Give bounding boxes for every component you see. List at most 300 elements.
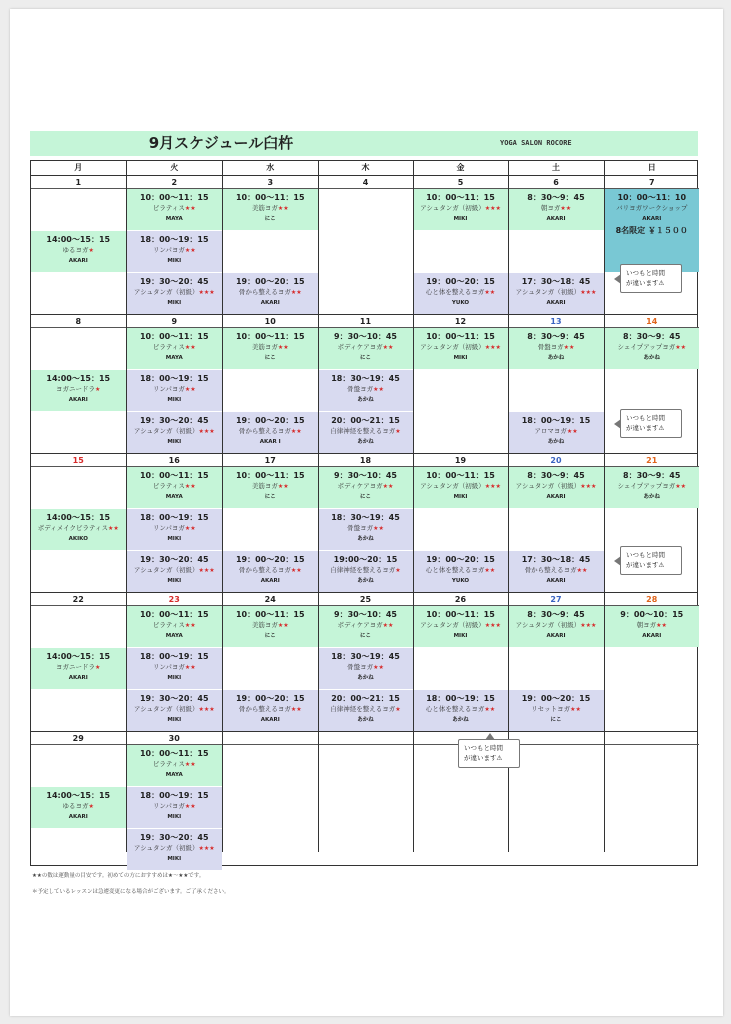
class-slot[interactable]	[414, 467, 508, 508]
class-time: 20：00～21：15	[331, 416, 400, 425]
instructor-name: あかね	[643, 494, 660, 500]
class-slot[interactable]	[509, 412, 604, 453]
class-name-line	[127, 620, 223, 631]
class-time: 10：00～11：15	[139, 749, 209, 758]
class-name: ボディケアヨガ	[337, 482, 383, 490]
class-name: アシュタンガ（初級）	[420, 621, 485, 629]
class-name-line	[605, 620, 700, 631]
class-slot[interactable]	[127, 787, 223, 828]
class-name: アシュタンガ（初級）	[133, 705, 199, 713]
class-name-line	[605, 342, 700, 353]
class-slot[interactable]	[509, 551, 604, 592]
day-number	[509, 732, 604, 745]
class-time: 10：00～11：15	[139, 471, 209, 480]
week-row	[31, 315, 697, 454]
class-name-line	[31, 523, 126, 534]
day-cell	[413, 315, 508, 453]
day-number: 9	[127, 315, 223, 328]
class-slot[interactable]	[223, 273, 318, 314]
day-number: 10	[223, 315, 318, 328]
class-name-line	[31, 245, 126, 256]
intensity-stars: ★★	[373, 525, 384, 532]
class-time: 8：30～9：45	[527, 332, 585, 341]
time-change-callout	[620, 409, 682, 438]
class-name-line	[127, 662, 223, 673]
intensity-stars: ★★	[484, 567, 496, 574]
class-time: 19：30～20：45	[139, 833, 209, 842]
instructor-name: MIKI	[167, 717, 182, 723]
day-number: 25	[319, 593, 413, 606]
class-time: 10：00～11：15	[235, 193, 305, 202]
class-slot[interactable]	[127, 231, 223, 272]
class-slot[interactable]	[127, 467, 223, 508]
class-name-line	[509, 342, 604, 353]
class-slot[interactable]	[319, 648, 413, 689]
day-cell	[31, 315, 126, 453]
class-slot[interactable]	[319, 467, 413, 508]
class-slot[interactable]	[319, 328, 413, 369]
class-name-line	[414, 565, 508, 576]
day-number: 7	[605, 176, 700, 189]
day-number: 21	[605, 454, 700, 467]
class-name-line	[414, 287, 508, 298]
class-name-line	[509, 565, 604, 576]
class-name: ゆるヨガ	[62, 802, 89, 810]
intensity-stars: ★★	[184, 386, 196, 393]
day-cell	[318, 176, 413, 314]
instructor-name: にこ	[264, 633, 276, 639]
class-slot[interactable]	[414, 273, 508, 314]
week-row	[31, 454, 697, 593]
class-name: リンパヨガ	[152, 524, 185, 532]
class-time: 19：30～20：45	[139, 555, 209, 564]
class-name-line	[127, 704, 223, 715]
class-slot[interactable]	[223, 328, 318, 369]
day-number: 20	[509, 454, 604, 467]
time-change-callout	[620, 546, 682, 575]
day-number: 27	[509, 593, 604, 606]
day-number: 4	[319, 176, 413, 189]
day-number	[223, 732, 318, 745]
class-slot[interactable]	[509, 189, 604, 230]
time-change-callout	[458, 739, 520, 768]
intensity-stars: ★★	[107, 525, 119, 532]
class-slot[interactable]	[127, 690, 223, 731]
day-cell	[508, 176, 604, 314]
instructor-name: MAYA	[165, 633, 183, 639]
class-name-line	[223, 287, 318, 298]
day-number: 15	[31, 454, 126, 467]
class-time: 18：30～19：45	[331, 374, 400, 383]
day-number: 22	[31, 593, 126, 606]
class-slot[interactable]	[127, 648, 223, 689]
intensity-stars: ★★	[560, 205, 572, 212]
class-name: 朝ヨガ	[636, 621, 657, 629]
weekday-header-cell: 火	[126, 161, 223, 175]
instructor-name: MIKI	[167, 300, 182, 306]
instructor-name: MAYA	[165, 216, 183, 222]
instructor-name: にこ	[264, 355, 276, 361]
intensity-stars: ★★★	[198, 845, 215, 852]
class-slot[interactable]	[414, 690, 508, 731]
class-slot[interactable]	[223, 690, 318, 731]
class-name-line	[319, 704, 413, 715]
class-slot[interactable]	[223, 606, 318, 647]
class-name-line	[127, 481, 223, 492]
class-slot[interactable]	[414, 328, 508, 369]
class-name-line	[127, 287, 223, 298]
instructor-name: AKARI	[68, 814, 88, 820]
class-slot[interactable]	[223, 467, 318, 508]
instructor-name: にこ	[359, 355, 371, 361]
class-time: 9：30～10：45	[334, 610, 397, 619]
class-name: 美筋ヨガ	[251, 343, 278, 351]
intensity-stars: ★	[95, 664, 101, 671]
class-time: 8：30～9：45	[527, 193, 585, 202]
weekday-header-cell: 水	[222, 161, 318, 175]
instructor-name: MIKI	[453, 633, 468, 639]
class-name-line	[414, 620, 508, 631]
class-time: 8：30～9：45	[623, 332, 681, 341]
class-name-line	[31, 384, 126, 395]
day-number: 19	[414, 454, 508, 467]
class-time: 19：00～20：15	[235, 694, 305, 703]
day-cell	[31, 176, 126, 314]
class-slot[interactable]	[127, 551, 223, 592]
class-slot[interactable]	[31, 231, 126, 272]
class-time: 19：00～20：15	[235, 277, 305, 286]
instructor-name: MIKI	[167, 814, 182, 820]
notes	[32, 868, 230, 900]
day-cell	[413, 454, 508, 592]
class-time: 18：30～19：45	[331, 652, 400, 661]
class-time: 8：30～9：45	[527, 471, 585, 480]
day-number	[605, 732, 700, 745]
class-name: 骨から整えるヨガ	[524, 566, 577, 574]
class-slot[interactable]	[605, 189, 700, 272]
class-name-line	[319, 620, 413, 631]
class-slot[interactable]	[605, 467, 700, 508]
class-slot[interactable]	[223, 551, 318, 592]
instructor-name: MIKI	[453, 494, 468, 500]
class-time: 14:00～15：15	[46, 513, 111, 522]
instructor-name: あかね	[643, 355, 660, 361]
weekday-header-cell: 日	[604, 161, 700, 175]
class-name-line	[509, 704, 604, 715]
instructor-name: にこ	[264, 216, 276, 222]
day-cell	[222, 176, 318, 314]
class-name-line	[127, 203, 223, 214]
class-time: 14:00～15：15	[46, 374, 111, 383]
class-slot[interactable]	[127, 328, 223, 369]
day-cell	[222, 315, 318, 453]
day-cell	[508, 732, 604, 852]
intensity-stars: ★★★	[484, 344, 501, 351]
class-name: 骨から整えるヨガ	[238, 288, 291, 296]
class-name-line	[223, 565, 318, 576]
intensity-stars: ★★	[277, 205, 289, 212]
instructor-name: AKARI	[546, 633, 566, 639]
day-cell	[318, 454, 413, 592]
intensity-stars: ★★	[184, 483, 196, 490]
callout-text: が違います⚠	[626, 561, 665, 569]
intensity-stars: ★★	[566, 428, 578, 435]
instructor-name: YUKO	[451, 578, 470, 584]
callout-text: いつもと時間	[626, 414, 665, 422]
class-name: 心と体を整えるヨガ	[425, 566, 485, 574]
day-number: 3	[223, 176, 318, 189]
day-cell	[508, 315, 604, 453]
class-slot[interactable]	[319, 690, 413, 731]
day-cell	[126, 593, 223, 731]
class-time: 9：30～10：45	[334, 332, 397, 341]
instructor-name: MIKI	[167, 258, 182, 264]
class-slot[interactable]	[127, 370, 223, 411]
day-cell	[126, 176, 223, 314]
callout-text: いつもと時間	[626, 269, 665, 277]
class-name: 骨盤ヨガ	[347, 663, 374, 671]
class-name: アシュタンガ（初級）	[515, 288, 581, 296]
class-slot[interactable]	[127, 412, 223, 453]
intensity-stars: ★★	[373, 664, 384, 671]
class-name-line	[31, 662, 126, 673]
day-number: 8	[31, 315, 126, 328]
class-name: 自律神経を整えるヨガ	[330, 705, 396, 713]
instructor-name: MIKI	[453, 355, 468, 361]
day-number: 2	[127, 176, 223, 189]
intensity-stars: ★	[395, 567, 401, 574]
class-name: アシュタンガ（初級）	[133, 288, 199, 296]
intensity-stars: ★★	[184, 622, 196, 629]
instructor-name: AKARI	[68, 675, 88, 681]
day-number: 12	[414, 315, 508, 328]
note-line: ★★の数は運動量の目安です。初めての方におすすめは★～★★です。	[32, 873, 205, 879]
class-time: 9：00～10：15	[620, 610, 684, 619]
instructor-name: あかね	[357, 578, 374, 584]
class-time: 19：00～20：15	[426, 555, 495, 564]
weekday-header-cell: 木	[318, 161, 413, 175]
day-number: 17	[223, 454, 318, 467]
day-number: 26	[414, 593, 508, 606]
class-slot[interactable]	[127, 829, 223, 870]
class-slot[interactable]	[509, 690, 604, 731]
class-name-line	[414, 704, 508, 715]
callout-text: が違います⚠	[626, 424, 665, 432]
intensity-stars: ★★★	[198, 289, 215, 296]
class-name: シェイプアップヨガ	[617, 482, 676, 490]
class-time: 8：30～9：45	[527, 610, 585, 619]
instructor-name: AKARI	[68, 258, 88, 264]
intensity-stars: ★★	[484, 706, 496, 713]
week-row	[31, 176, 697, 315]
note-line: ＊予定しているレッスンは急遽変更になる場合がございます。ご了承ください。	[32, 889, 230, 895]
callout-text: いつもと時間	[626, 551, 665, 559]
class-time: 18：00～19：15	[139, 652, 209, 661]
class-slot[interactable]	[414, 189, 508, 230]
intensity-stars: ★★	[382, 622, 394, 629]
intensity-stars: ★	[95, 386, 101, 393]
class-time: 17：30～18：45	[521, 555, 591, 564]
instructor-name: AKIKO	[68, 536, 88, 542]
weekday-header-cell: 月	[74, 163, 83, 172]
intensity-stars: ★	[395, 428, 401, 435]
class-slot[interactable]	[127, 189, 223, 230]
callout-pointer-icon	[614, 556, 621, 566]
class-name: 自律神経を整えるヨガ	[330, 566, 396, 574]
intensity-stars: ★★	[184, 205, 196, 212]
day-number: 11	[319, 315, 413, 328]
class-name: ゆるヨガ	[62, 246, 89, 254]
class-name-line	[319, 662, 413, 673]
intensity-stars: ★★	[277, 622, 289, 629]
day-number: 1	[31, 176, 126, 189]
class-name: 美筋ヨガ	[251, 482, 278, 490]
class-name: アシュタンガ（初級）	[515, 482, 581, 490]
class-name: 骨から整えるヨガ	[238, 705, 291, 713]
intensity-stars: ★★	[382, 483, 394, 490]
class-name: ボディケアヨガ	[337, 343, 383, 351]
class-time: 10：00～11：15	[426, 332, 495, 341]
instructor-name: AKARI	[260, 578, 280, 584]
intensity-stars: ★★★	[484, 205, 501, 212]
class-slot[interactable]	[319, 509, 413, 550]
day-cell	[222, 732, 318, 852]
instructor-name: あかね	[452, 717, 469, 723]
class-slot[interactable]	[319, 412, 413, 453]
class-slot[interactable]	[509, 328, 604, 369]
class-slot[interactable]	[319, 370, 413, 411]
class-slot[interactable]	[319, 606, 413, 647]
class-name-line	[605, 203, 700, 214]
class-slot[interactable]	[127, 606, 223, 647]
class-name-line	[414, 481, 508, 492]
class-name-line	[223, 620, 318, 631]
day-cell	[604, 732, 700, 852]
class-slot[interactable]	[414, 551, 508, 592]
intensity-stars: ★★	[484, 289, 496, 296]
day-cell	[31, 593, 126, 731]
class-name-line	[509, 620, 604, 631]
intensity-stars: ★★★	[484, 622, 501, 629]
class-slot[interactable]	[127, 273, 223, 314]
instructor-name: MAYA	[165, 494, 183, 500]
class-time: 10：00～11：15	[139, 193, 209, 202]
class-slot[interactable]	[605, 328, 700, 369]
class-name-line	[31, 801, 126, 812]
class-name: リンパヨガ	[152, 802, 185, 810]
instructor-name: MAYA	[165, 772, 183, 778]
class-slot[interactable]	[509, 606, 604, 647]
class-name-line	[127, 843, 223, 854]
class-name: ヨガニードラ	[56, 663, 96, 671]
class-name: アシュタンガ（初級）	[420, 482, 485, 490]
day-cell	[413, 176, 508, 314]
day-number: 28	[605, 593, 700, 606]
class-name-line	[223, 426, 318, 437]
class-time: 10：00～11：15	[139, 610, 209, 619]
weekday-header	[31, 161, 697, 176]
class-name: 自律神経を整えるヨガ	[330, 427, 396, 435]
day-cell	[126, 454, 223, 592]
class-slot[interactable]	[31, 509, 126, 550]
intensity-stars: ★★★	[580, 483, 597, 490]
class-slot[interactable]	[414, 606, 508, 647]
instructor-name: あかね	[357, 439, 374, 445]
intensity-stars: ★★	[277, 483, 289, 490]
intensity-stars: ★★	[675, 344, 686, 351]
day-number: 18	[319, 454, 413, 467]
class-slot[interactable]	[127, 509, 223, 550]
class-time: 10：00～11：15	[426, 193, 495, 202]
intensity-stars: ★★★	[198, 706, 215, 713]
class-slot[interactable]	[509, 467, 604, 508]
instructor-name: MIKI	[167, 856, 182, 862]
time-change-callout	[620, 264, 682, 293]
class-time: 19：00～20：15	[426, 277, 495, 286]
class-name-line	[414, 342, 508, 353]
class-name: 骨から整えるヨガ	[238, 566, 291, 574]
callout-text: が違います⚠	[626, 279, 665, 287]
day-number	[319, 732, 413, 745]
class-slot[interactable]	[509, 273, 604, 314]
class-name: アシュタンガ（初級）	[515, 621, 581, 629]
intensity-stars: ★★	[184, 761, 196, 768]
instructor-name: あかね	[547, 355, 565, 361]
intensity-stars: ★	[395, 706, 401, 713]
class-name-line	[319, 426, 413, 437]
day-cell	[126, 732, 223, 862]
day-number: 13	[509, 315, 604, 328]
callout-text: いつもと時間	[464, 744, 503, 752]
class-slot[interactable]	[223, 412, 318, 453]
instructor-name: AKARI	[68, 397, 88, 403]
class-slot[interactable]	[127, 745, 223, 786]
instructor-name: AKARI	[546, 300, 566, 306]
day-cell	[222, 454, 318, 592]
day-number: 16	[127, 454, 223, 467]
class-name: アロマヨガ	[534, 427, 567, 435]
class-slot[interactable]	[319, 551, 413, 592]
class-slot[interactable]	[31, 787, 126, 828]
instructor-name: MAYA	[165, 355, 183, 361]
class-slot[interactable]	[31, 648, 126, 689]
instructor-name: にこ	[359, 494, 371, 500]
class-name-line	[509, 481, 604, 492]
class-name: ヨガニードラ	[56, 385, 96, 393]
intensity-stars: ★★	[675, 483, 686, 490]
instructor-name: MIKI	[167, 439, 182, 445]
instructor-name: AKARI	[260, 717, 280, 723]
callout-pointer-icon	[614, 274, 621, 284]
class-slot[interactable]	[223, 189, 318, 230]
instructor-name: にこ	[264, 494, 276, 500]
class-name: ボディケアヨガ	[337, 621, 383, 629]
page-title: 9月スケジュール臼杵	[148, 134, 294, 152]
class-slot[interactable]	[31, 370, 126, 411]
instructor-name: AKARI	[546, 578, 566, 584]
day-cell	[508, 593, 604, 731]
day-number: 6	[509, 176, 604, 189]
day-number: 29	[31, 732, 126, 745]
class-time: 19：30～20：45	[139, 277, 209, 286]
class-name-line	[127, 565, 223, 576]
instructor-name: にこ	[359, 633, 371, 639]
class-time: 20：00～21：15	[331, 694, 400, 703]
class-name: ピラティス	[152, 621, 185, 629]
class-slot[interactable]	[605, 606, 700, 647]
day-cell	[604, 176, 700, 314]
day-cell	[318, 593, 413, 731]
